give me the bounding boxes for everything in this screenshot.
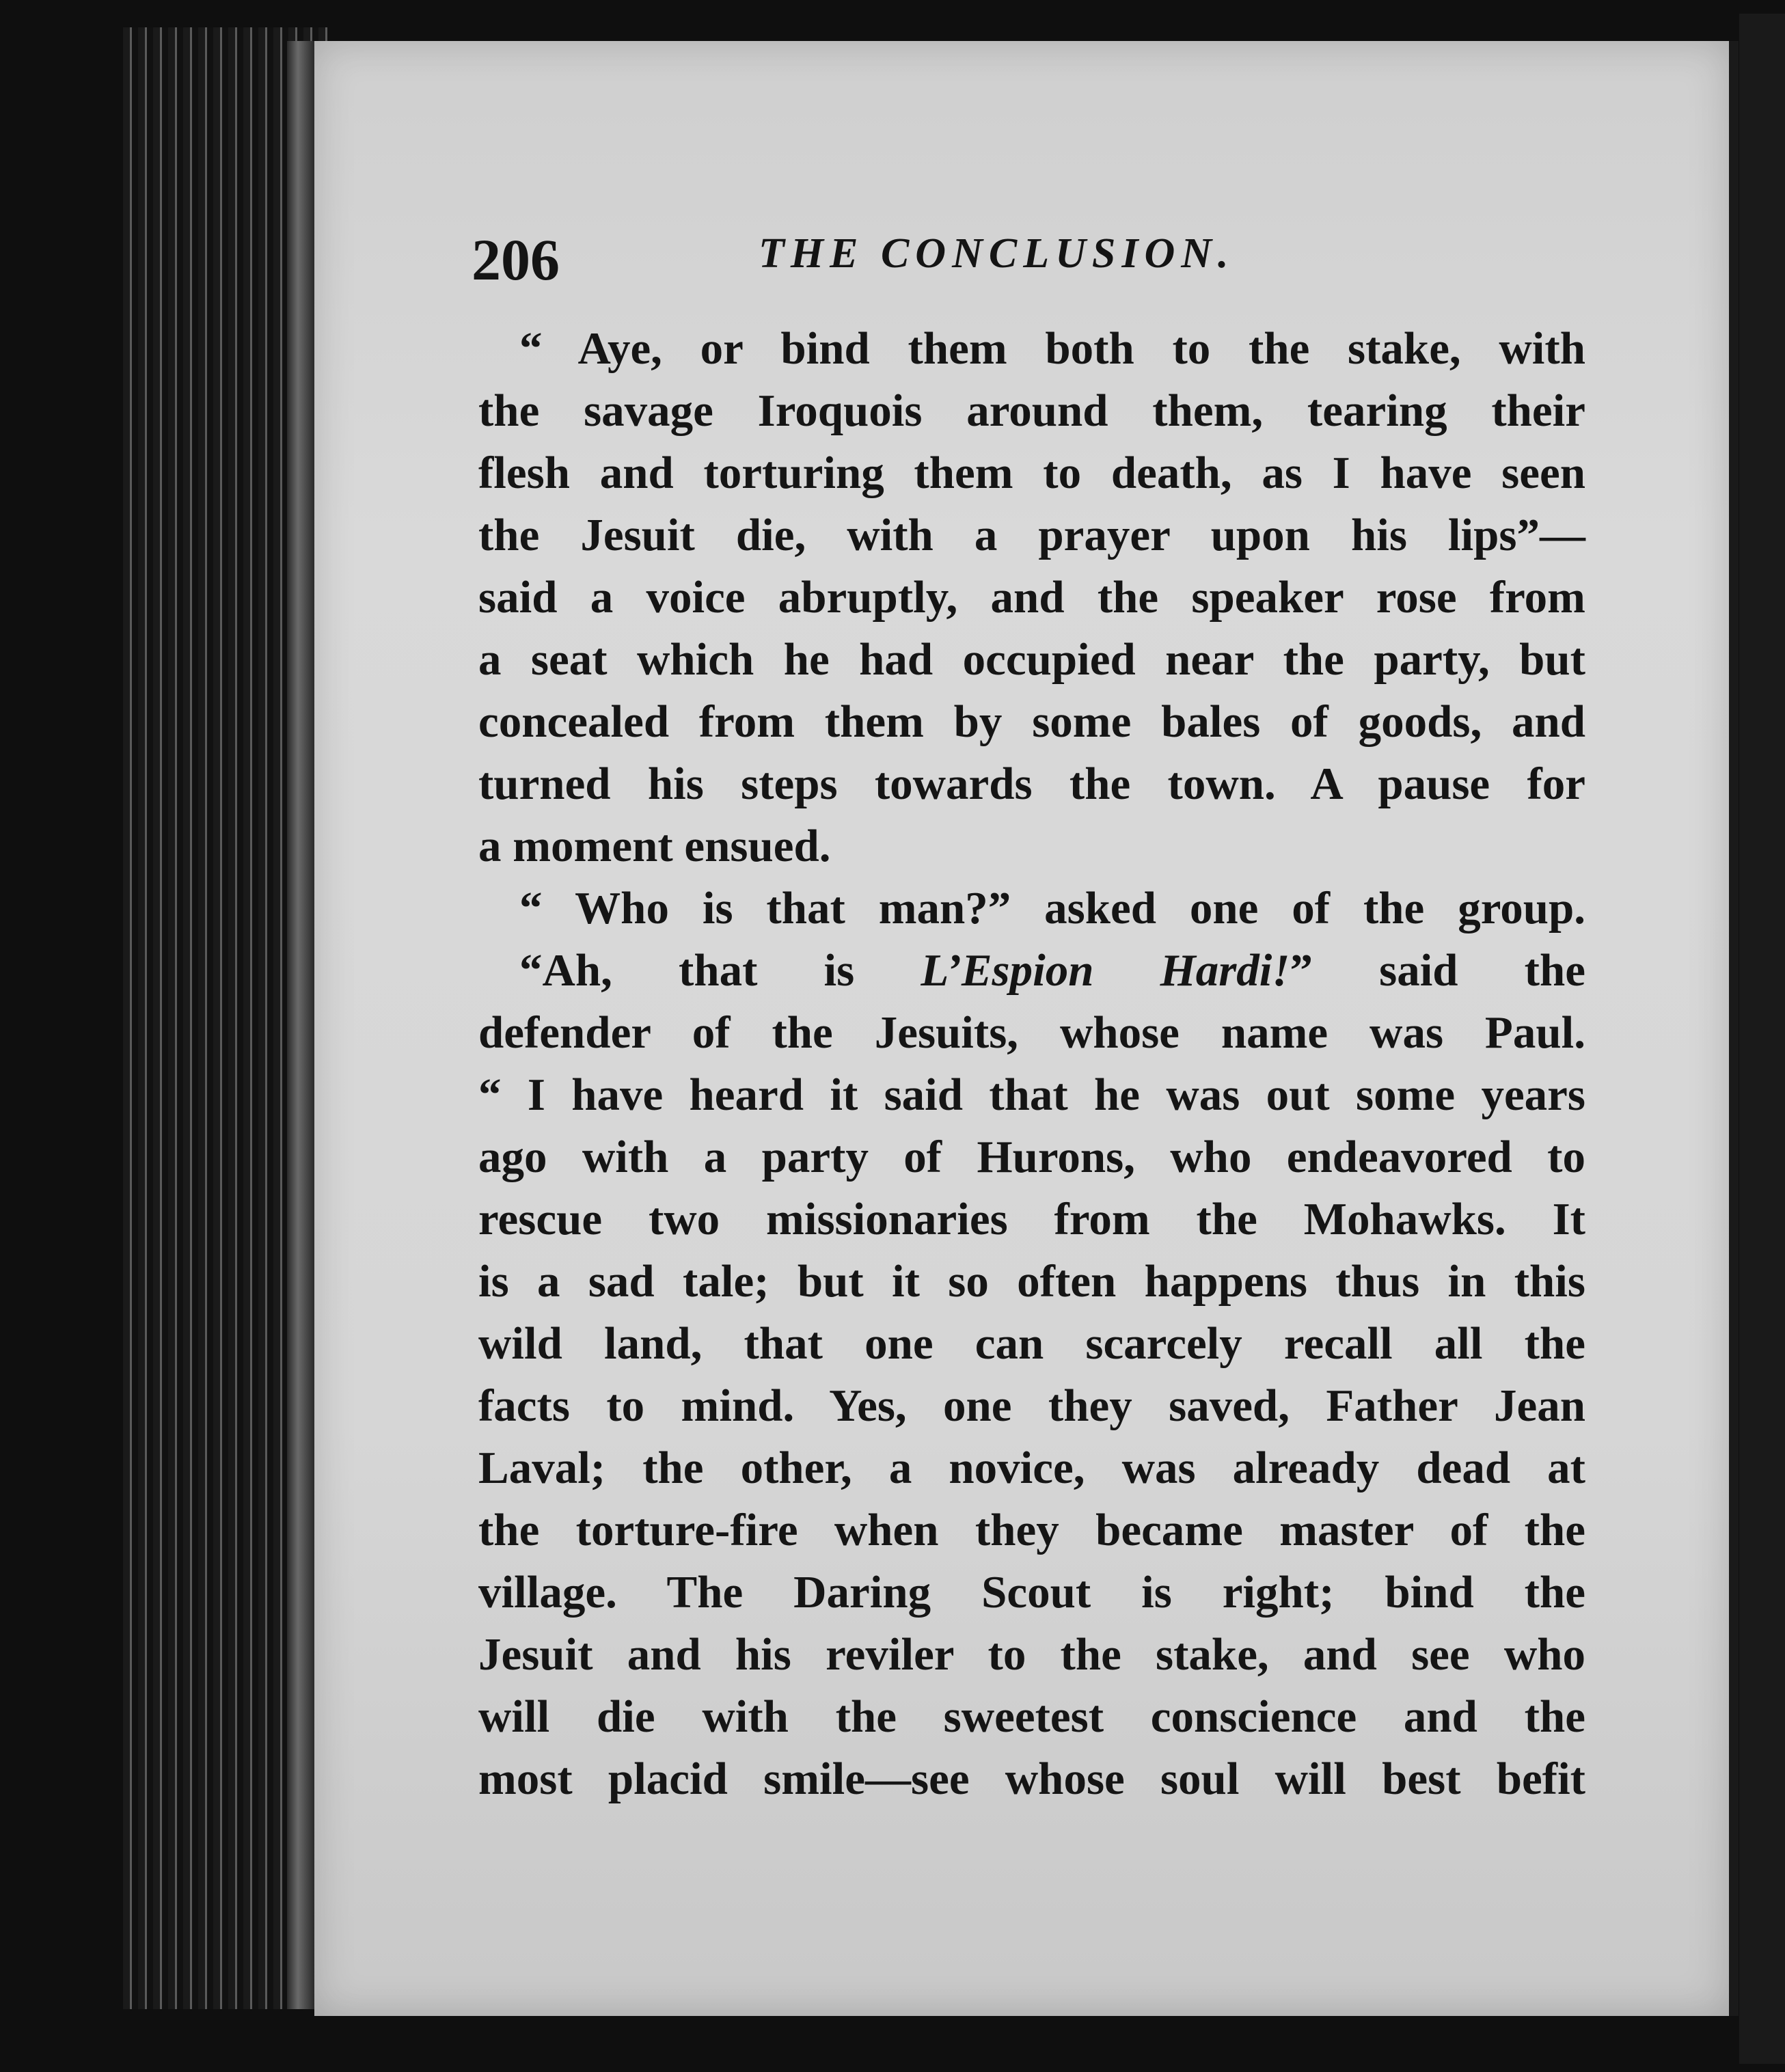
text-line: wild land, that one can scarcely recall all the xyxy=(478,1318,1585,1369)
text-fragment: “Ah, that is xyxy=(519,945,921,996)
book-page xyxy=(314,41,1739,2016)
text-line: “ Aye, or bind them both to the stake, with xyxy=(519,323,1585,374)
text-line: most placid smile—see whose soul will best befit xyxy=(478,1754,1585,1804)
text-line: facts to mind. Yes, one they saved, Father Jean xyxy=(478,1380,1585,1431)
text-line: defender of the Jesuits, whose name was Paul. xyxy=(478,1007,1585,1058)
text-line: the torture-fire when they became master of the xyxy=(478,1505,1585,1555)
text-line: turned his steps towards the town. A pause for xyxy=(478,759,1585,809)
text-line: concealed from them by some bales of goods, and xyxy=(478,696,1585,747)
running-head: THE CONCLUSION. xyxy=(759,230,1235,277)
text-line-with-italic xyxy=(478,940,1585,1002)
text-line: “ Who is that man?” asked one of the group. xyxy=(519,883,1585,933)
scan-border xyxy=(1739,14,1785,2064)
page-number: 206 xyxy=(472,227,560,292)
text-line: the Jesuit die, with a prayer upon his lips”— xyxy=(478,510,1585,560)
page-header xyxy=(472,226,1579,308)
text-line: a moment ensued. xyxy=(478,821,831,871)
italic-phrase: L’Espion Hardi! xyxy=(921,945,1290,996)
text-line: Laval; the other, a novice, was already dead at xyxy=(478,1443,1585,1493)
text-line: rescue two missionaries from the Mohawks. It xyxy=(478,1194,1585,1244)
text-line: Jesuit and his reviler to the stake, and see who xyxy=(478,1629,1585,1680)
text-line: the savage Iroquois around them, tearing their xyxy=(478,385,1585,436)
text-line: flesh and torturing them to death, as I have seen xyxy=(478,448,1585,498)
text-fragment: ” said the xyxy=(1290,945,1585,996)
text-line: a seat which he had occupied near the party, but xyxy=(478,634,1585,685)
body-text xyxy=(478,318,1585,1810)
text-line: “ I have heard it said that he was out some years xyxy=(478,1069,1585,1120)
text-line: village. The Daring Scout is right; bind the xyxy=(478,1567,1585,1618)
text-line: will die with the sweetest conscience and the xyxy=(478,1691,1585,1742)
book-spine xyxy=(287,41,314,2009)
text-line: said a voice abruptly, and the speaker rose from xyxy=(478,572,1585,623)
text-line: ago with a party of Hurons, who endeavored to xyxy=(478,1132,1585,1182)
text-line: is a sad tale; but it so often happens thus in this xyxy=(478,1256,1585,1307)
